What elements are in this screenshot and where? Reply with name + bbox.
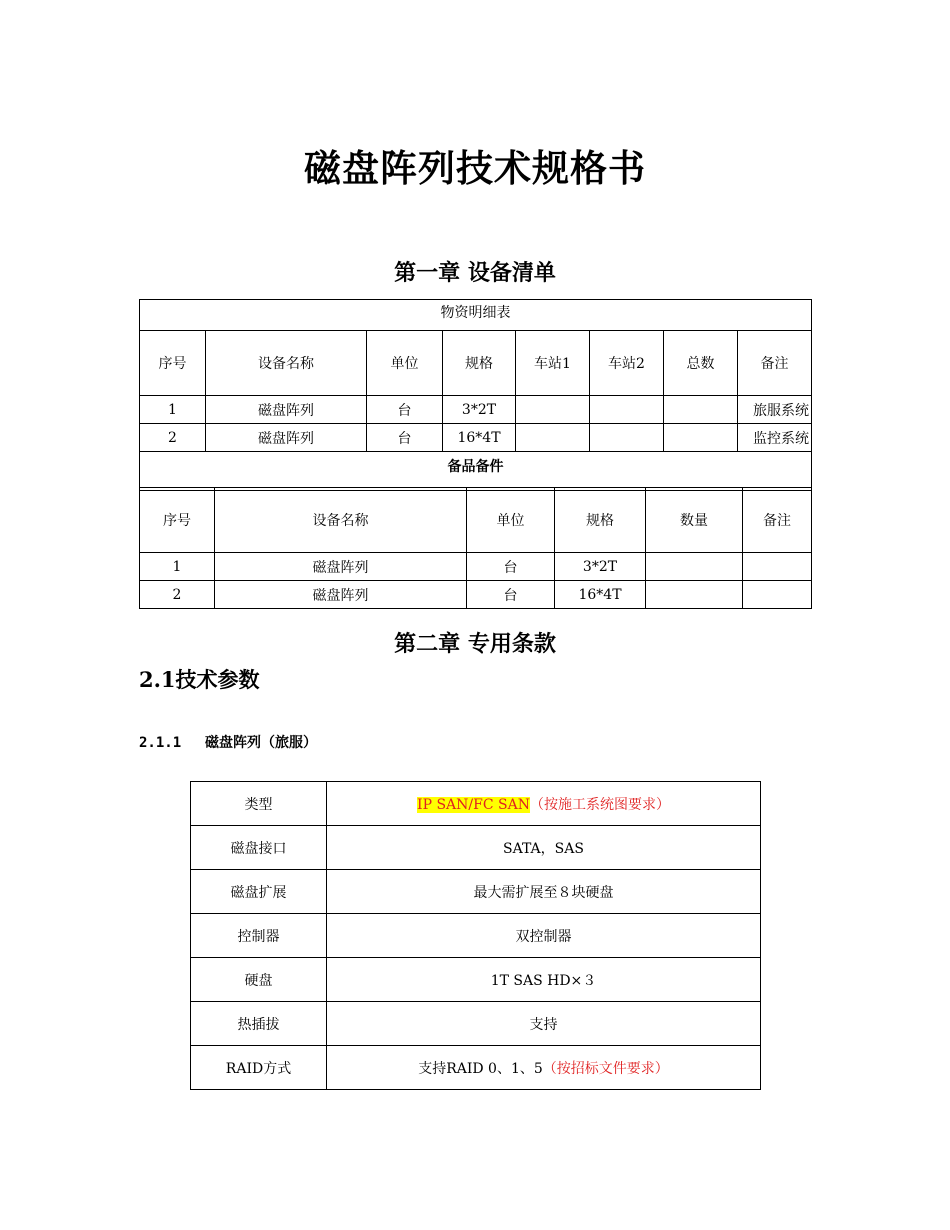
table-cell: 1 bbox=[140, 396, 206, 424]
table-cell bbox=[590, 424, 664, 452]
table-cell: 1 bbox=[140, 553, 215, 581]
spec-label: RAID方式 bbox=[191, 1046, 327, 1090]
table-row bbox=[140, 396, 812, 424]
table-row bbox=[191, 870, 761, 914]
table-row bbox=[140, 581, 812, 609]
chapter-1-heading: 第一章 设备清单 bbox=[394, 260, 556, 286]
header-cell: 规格 bbox=[555, 488, 646, 553]
spec-label: 热插拔 bbox=[191, 1002, 327, 1046]
table-cell: 台 bbox=[467, 581, 555, 609]
table-cell: 3*2T bbox=[555, 553, 646, 581]
table-cell bbox=[664, 424, 738, 452]
table-cell bbox=[516, 396, 590, 424]
table-cell: 旅服系统 bbox=[738, 396, 812, 424]
spec-label: 控制器 bbox=[191, 914, 327, 958]
spares-table bbox=[139, 487, 812, 609]
spares-table-header-row bbox=[140, 488, 812, 553]
table-cell: 2 bbox=[140, 581, 215, 609]
table-cell: 16*4T bbox=[555, 581, 646, 609]
spec-value: 支持 bbox=[327, 1002, 761, 1046]
section-2-1-1-heading bbox=[139, 732, 317, 752]
table-row bbox=[191, 1002, 761, 1046]
section-title: 磁盘阵列（旅服） bbox=[205, 735, 317, 751]
table-cell bbox=[664, 396, 738, 424]
materials-table-caption: 物资明细表 bbox=[140, 300, 812, 331]
requirement-note: （按施工系统图要求） bbox=[529, 796, 670, 813]
table-cell: 磁盘阵列 bbox=[215, 581, 467, 609]
table-cell: 磁盘阵列 bbox=[206, 424, 367, 452]
table-row bbox=[191, 1046, 761, 1090]
table-row bbox=[140, 424, 812, 452]
header-cell: 单位 bbox=[367, 331, 443, 396]
header-cell: 单位 bbox=[467, 488, 555, 553]
table-cell: 台 bbox=[467, 553, 555, 581]
spec-value: 双控制器 bbox=[327, 914, 761, 958]
header-cell: 序号 bbox=[140, 488, 215, 553]
table-cell bbox=[516, 424, 590, 452]
table-cell: 2 bbox=[140, 424, 206, 452]
header-cell: 车站1 bbox=[516, 331, 590, 396]
spares-table-caption: 备品备件 bbox=[140, 452, 812, 491]
header-cell: 车站2 bbox=[590, 331, 664, 396]
table-cell: 3*2T bbox=[443, 396, 516, 424]
requirement-note: （按招标文件要求） bbox=[542, 1060, 669, 1077]
spec-label: 类型 bbox=[191, 782, 327, 826]
spec-value: 1T SAS HD×３ bbox=[327, 958, 761, 1002]
table-cell: 监控系统 bbox=[738, 424, 812, 452]
table-cell bbox=[646, 581, 743, 609]
spec-label: 磁盘接口 bbox=[191, 826, 327, 870]
spec-table bbox=[190, 781, 761, 1090]
table-row bbox=[191, 958, 761, 1002]
table-cell: 磁盘阵列 bbox=[206, 396, 367, 424]
chapter-2-heading: 第二章 专用条款 bbox=[394, 631, 556, 657]
header-cell: 规格 bbox=[443, 331, 516, 396]
header-cell: 备注 bbox=[743, 488, 812, 553]
document-title: 磁盘阵列技术规格书 bbox=[304, 146, 646, 190]
table-cell: 台 bbox=[367, 424, 443, 452]
spec-label: 磁盘扩展 bbox=[191, 870, 327, 914]
table-cell: 磁盘阵列 bbox=[215, 553, 467, 581]
section-number: 2.1.1 bbox=[139, 735, 182, 751]
header-cell: 数量 bbox=[646, 488, 743, 553]
header-cell: 序号 bbox=[140, 331, 206, 396]
spec-value: 最大需扩展至８块硬盘 bbox=[327, 870, 761, 914]
spec-value: SATA，SAS bbox=[327, 826, 761, 870]
header-cell: 设备名称 bbox=[206, 331, 367, 396]
table-cell bbox=[743, 553, 812, 581]
table-cell bbox=[743, 581, 812, 609]
header-cell: 备注 bbox=[738, 331, 812, 396]
spec-value bbox=[327, 782, 761, 826]
table-cell bbox=[590, 396, 664, 424]
table-row bbox=[191, 914, 761, 958]
header-cell: 总数 bbox=[664, 331, 738, 396]
table-cell bbox=[646, 553, 743, 581]
spec-value-text: 支持RAID 0、1、5 bbox=[418, 1060, 543, 1077]
header-cell: 设备名称 bbox=[215, 488, 467, 553]
section-2-1-heading: 2.1技术参数 bbox=[139, 667, 260, 692]
materials-table bbox=[139, 299, 812, 491]
materials-table-header-row bbox=[140, 331, 812, 396]
highlighted-text: IP SAN/FC SAN bbox=[417, 796, 530, 813]
table-cell: 台 bbox=[367, 396, 443, 424]
table-row bbox=[191, 782, 761, 826]
table-row bbox=[140, 553, 812, 581]
spec-label: 硬盘 bbox=[191, 958, 327, 1002]
table-row bbox=[191, 826, 761, 870]
table-cell: 16*4T bbox=[443, 424, 516, 452]
spec-value bbox=[327, 1046, 761, 1090]
